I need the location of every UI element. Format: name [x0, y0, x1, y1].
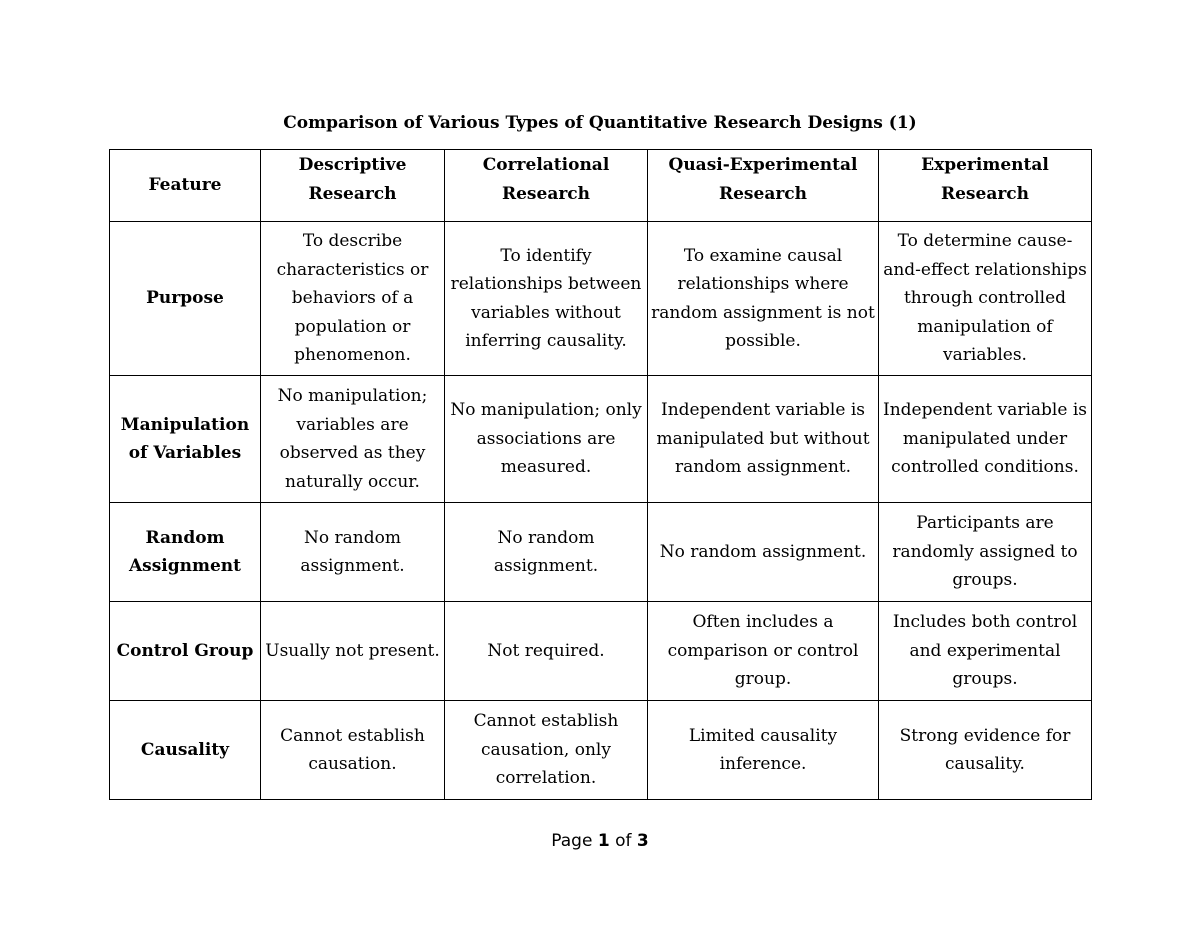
table-cell: No random assignment.	[261, 503, 445, 602]
row-label-control-group: Control Group	[110, 602, 261, 701]
table-cell: Cannot establish causation, only correlation.	[445, 701, 648, 800]
table-cell: Cannot establish causation.	[261, 701, 445, 800]
table-cell: Not required.	[445, 602, 648, 701]
table-cell: Limited causality inference.	[648, 701, 879, 800]
table-header-row	[110, 150, 1092, 222]
table-cell: Usually not present.	[261, 602, 445, 701]
table-cell: No manipulation; variables are observed as they naturally occur.	[261, 376, 445, 503]
row-label-purpose: Purpose	[110, 222, 261, 376]
table-row	[110, 376, 1092, 503]
table-cell: Strong evidence for causality.	[879, 701, 1092, 800]
table-row	[110, 701, 1092, 800]
row-label-causality: Causality	[110, 701, 261, 800]
page-total: 3	[636, 831, 649, 851]
page-of: of	[615, 831, 632, 851]
table-cell: Participants are randomly assigned to groups.	[879, 503, 1092, 602]
table-cell: To determine cause-and-effect relationships through controlled manipulation of variables.	[879, 222, 1092, 376]
table-cell: Includes both control and experimental groups.	[879, 602, 1092, 701]
row-label-manipulation: Manipulation of Variables	[110, 376, 261, 503]
header-quasi-experimental: Quasi-Experimental Research	[648, 150, 879, 222]
table-cell: No random assignment.	[445, 503, 648, 602]
table-cell: Often includes a comparison or control group.	[648, 602, 879, 701]
header-correlational: Correlational Research	[445, 150, 648, 222]
table-row	[110, 222, 1092, 376]
table-row	[110, 602, 1092, 701]
table-cell: To describe characteristics or behaviors of a population or phenomenon.	[261, 222, 445, 376]
row-label-random-assignment: Random Assignment	[110, 503, 261, 602]
table-cell: To examine causal relationships where random assignment is not possible.	[648, 222, 879, 376]
header-feature: Feature	[110, 150, 261, 222]
page-current: 1	[597, 831, 610, 851]
header-descriptive: Descriptive Research	[261, 150, 445, 222]
table-cell: No random assignment.	[648, 503, 879, 602]
page-number	[0, 828, 1200, 854]
page-title: Comparison of Various Types of Quantitative Research Designs (1)	[283, 113, 917, 133]
table-cell: To identify relationships between variables without inferring causality.	[445, 222, 648, 376]
table-cell: Independent variable is manipulated under controlled conditions.	[879, 376, 1092, 503]
header-experimental: Experimental Research	[879, 150, 1092, 222]
table-row	[110, 503, 1092, 602]
comparison-table	[109, 149, 1092, 800]
table-cell: No manipulation; only associations are measured.	[445, 376, 648, 503]
page-label: Page	[551, 831, 593, 851]
table-cell: Independent variable is manipulated but without random assignment.	[648, 376, 879, 503]
